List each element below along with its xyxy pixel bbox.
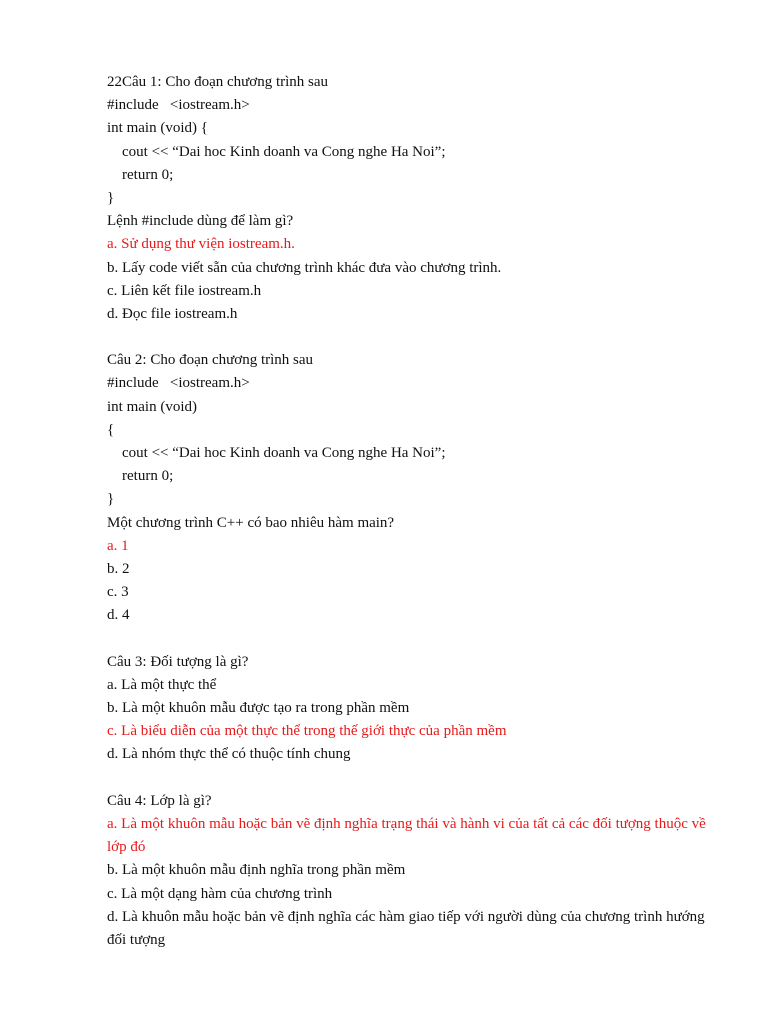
option-c: c. 3 xyxy=(107,584,129,601)
option-c: c. Là một dạng hàm của chương trình xyxy=(107,885,333,902)
question-title: Câu 2: Cho đoạn chương trình sau xyxy=(107,352,314,369)
question-title: Câu 3: Đối tượng là gì? xyxy=(107,653,249,670)
code-line: #include <iostream.h> xyxy=(107,375,250,392)
question-2 xyxy=(107,349,707,627)
question-1 xyxy=(107,71,707,326)
question-3 xyxy=(107,651,707,767)
option-b: b. Lấy code viết sẵn của chương trình khác đưa vào chương trình. xyxy=(107,259,502,276)
code-line: } xyxy=(107,189,115,206)
option-c-correct: c. Là biểu diễn của một thực thể trong thế giới thực của phần mềm xyxy=(107,723,507,740)
question-title: 22Câu 1: Cho đoạn chương trình sau xyxy=(107,74,329,90)
option-a-correct: a. 1 xyxy=(107,537,129,554)
option-d: d. Là nhóm thực thể có thuộc tính chung xyxy=(107,746,351,763)
spacer xyxy=(107,628,707,651)
code-line: cout << “Dai hoc Kinh doanh va Cong nghe Ha Noi”; xyxy=(122,445,446,461)
option-b: b. Là một khuôn mẫu định nghĩa trong phần mềm xyxy=(107,862,406,879)
option-c: c. Liên kết file iostream.h xyxy=(107,282,262,299)
option-b: b. 2 xyxy=(107,560,130,577)
option-d: d. Là khuôn mẫu hoặc bản vẽ định nghĩa các hàm giao tiếp với người dùng của chương trình hướng đối tượng xyxy=(107,908,705,948)
code-line: #include <iostream.h> xyxy=(107,97,250,114)
code-line: } xyxy=(107,491,115,508)
question-4 xyxy=(107,790,707,952)
question-prompt: Lệnh #include dùng để làm gì? xyxy=(107,213,294,230)
code-line: cout << “Dai hoc Kinh doanh va Cong nghe Ha Noi”; xyxy=(122,143,446,160)
document-page xyxy=(107,71,707,952)
question-prompt: Một chương trình C++ có bao nhiêu hàm main? xyxy=(107,514,395,531)
spacer xyxy=(107,767,707,790)
code-line: int main (void) { xyxy=(107,120,208,137)
option-a-correct: a. Sử dụng thư viện iostream.h. xyxy=(107,236,295,253)
question-title: Câu 4: Lớp là gì? xyxy=(107,792,212,809)
option-b: b. Là một khuôn mẫu được tạo ra trong phần mềm xyxy=(107,700,410,717)
code-line: { xyxy=(107,421,115,438)
spacer xyxy=(107,326,707,349)
option-a: a. Là một thực thể xyxy=(107,676,217,693)
option-a-correct: a. Là một khuôn mẫu hoặc bản vẽ định nghĩa trạng thái và hành vi của tất cả các đối tượng thuộc về lớp đó xyxy=(107,816,706,856)
code-line: int main (void) xyxy=(107,398,197,415)
option-d: d. 4 xyxy=(107,607,130,624)
option-d: d. Đọc file iostream.h xyxy=(107,305,238,322)
code-line: return 0; xyxy=(122,468,174,485)
code-line: return 0; xyxy=(122,166,174,183)
